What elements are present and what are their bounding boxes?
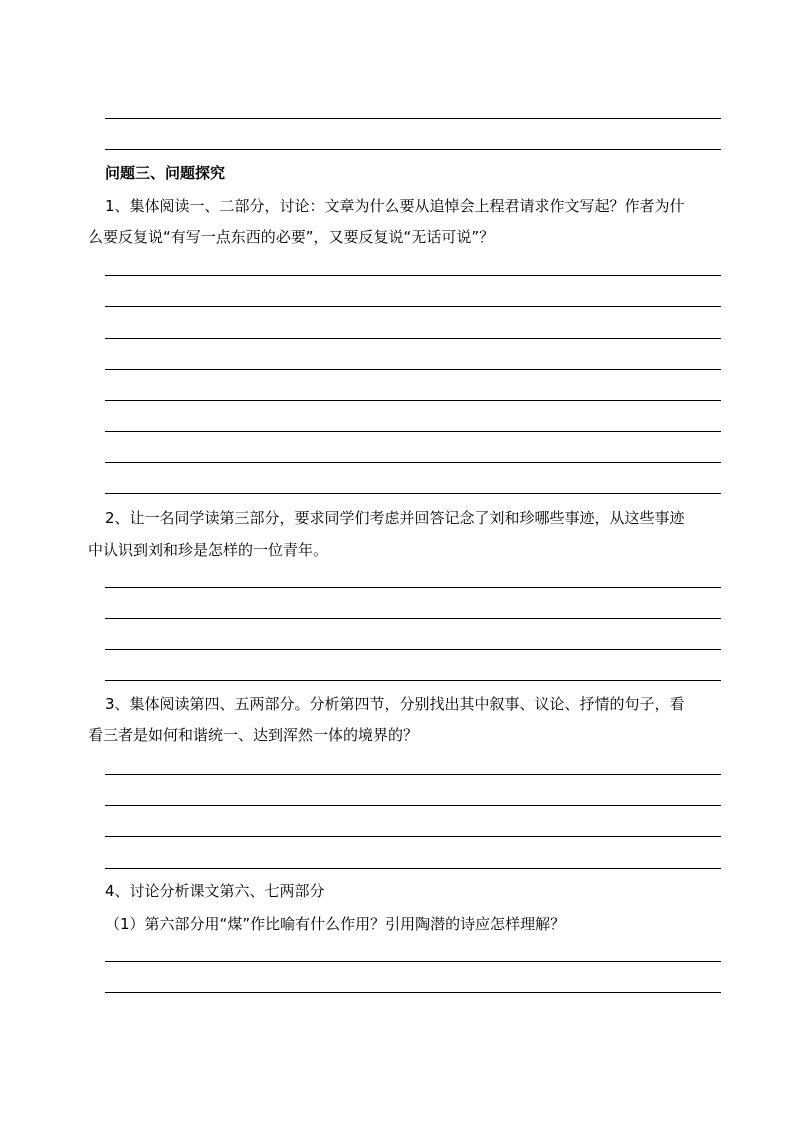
answer-line[interactable] <box>105 680 721 681</box>
question-2-line-1: 2、让一名同学读第三部分，要求同学们考虑并回答记念了刘和珍哪些事迹，从这些事迹 <box>105 509 685 527</box>
section-heading: 问题三、问题探究 <box>105 164 226 182</box>
answer-line[interactable] <box>105 992 721 993</box>
answer-line[interactable] <box>105 118 721 119</box>
question-4-line-1: 4、讨论分析课文第六、七两部分 <box>105 882 325 900</box>
answer-line[interactable] <box>105 649 721 650</box>
answer-line[interactable] <box>105 868 721 869</box>
answer-line[interactable] <box>105 587 721 588</box>
answer-line[interactable] <box>105 493 721 494</box>
answer-line[interactable] <box>105 774 721 775</box>
question-1-line-2: 么要反复说“有写一点东西的必要”，又要反复说“无话可说”？ <box>88 228 495 246</box>
answer-line[interactable] <box>105 618 721 619</box>
answer-line[interactable] <box>105 462 721 463</box>
question-3-line-2: 看三者是如何和谐统一、达到浑然一体的境界的？ <box>88 726 419 744</box>
answer-line[interactable] <box>105 275 721 276</box>
answer-line[interactable] <box>105 961 721 962</box>
answer-line[interactable] <box>105 400 721 401</box>
answer-line[interactable] <box>105 369 721 370</box>
answer-line[interactable] <box>105 431 721 432</box>
question-1-line-1: 1、集体阅读一、二部分，讨论：文章为什么要从追悼会上程君请求作文写起？作者为什 <box>105 197 685 215</box>
answer-line[interactable] <box>105 338 721 339</box>
answer-line[interactable] <box>105 836 721 837</box>
question-2-line-2: 中认识到刘和珍是怎样的一位青年。 <box>88 541 329 559</box>
answer-line[interactable] <box>105 149 721 150</box>
answer-line[interactable] <box>105 805 721 806</box>
answer-line[interactable] <box>105 306 721 307</box>
question-3-line-1: 3、集体阅读第四、五两部分。分析第四节，分别找出其中叙事、议论、抒情的句子，看 <box>105 695 685 713</box>
question-4-sub-1: （1）第六部分用“煤”作比喻有什么作用？引用陶潜的诗应怎样理解？ <box>105 915 566 933</box>
